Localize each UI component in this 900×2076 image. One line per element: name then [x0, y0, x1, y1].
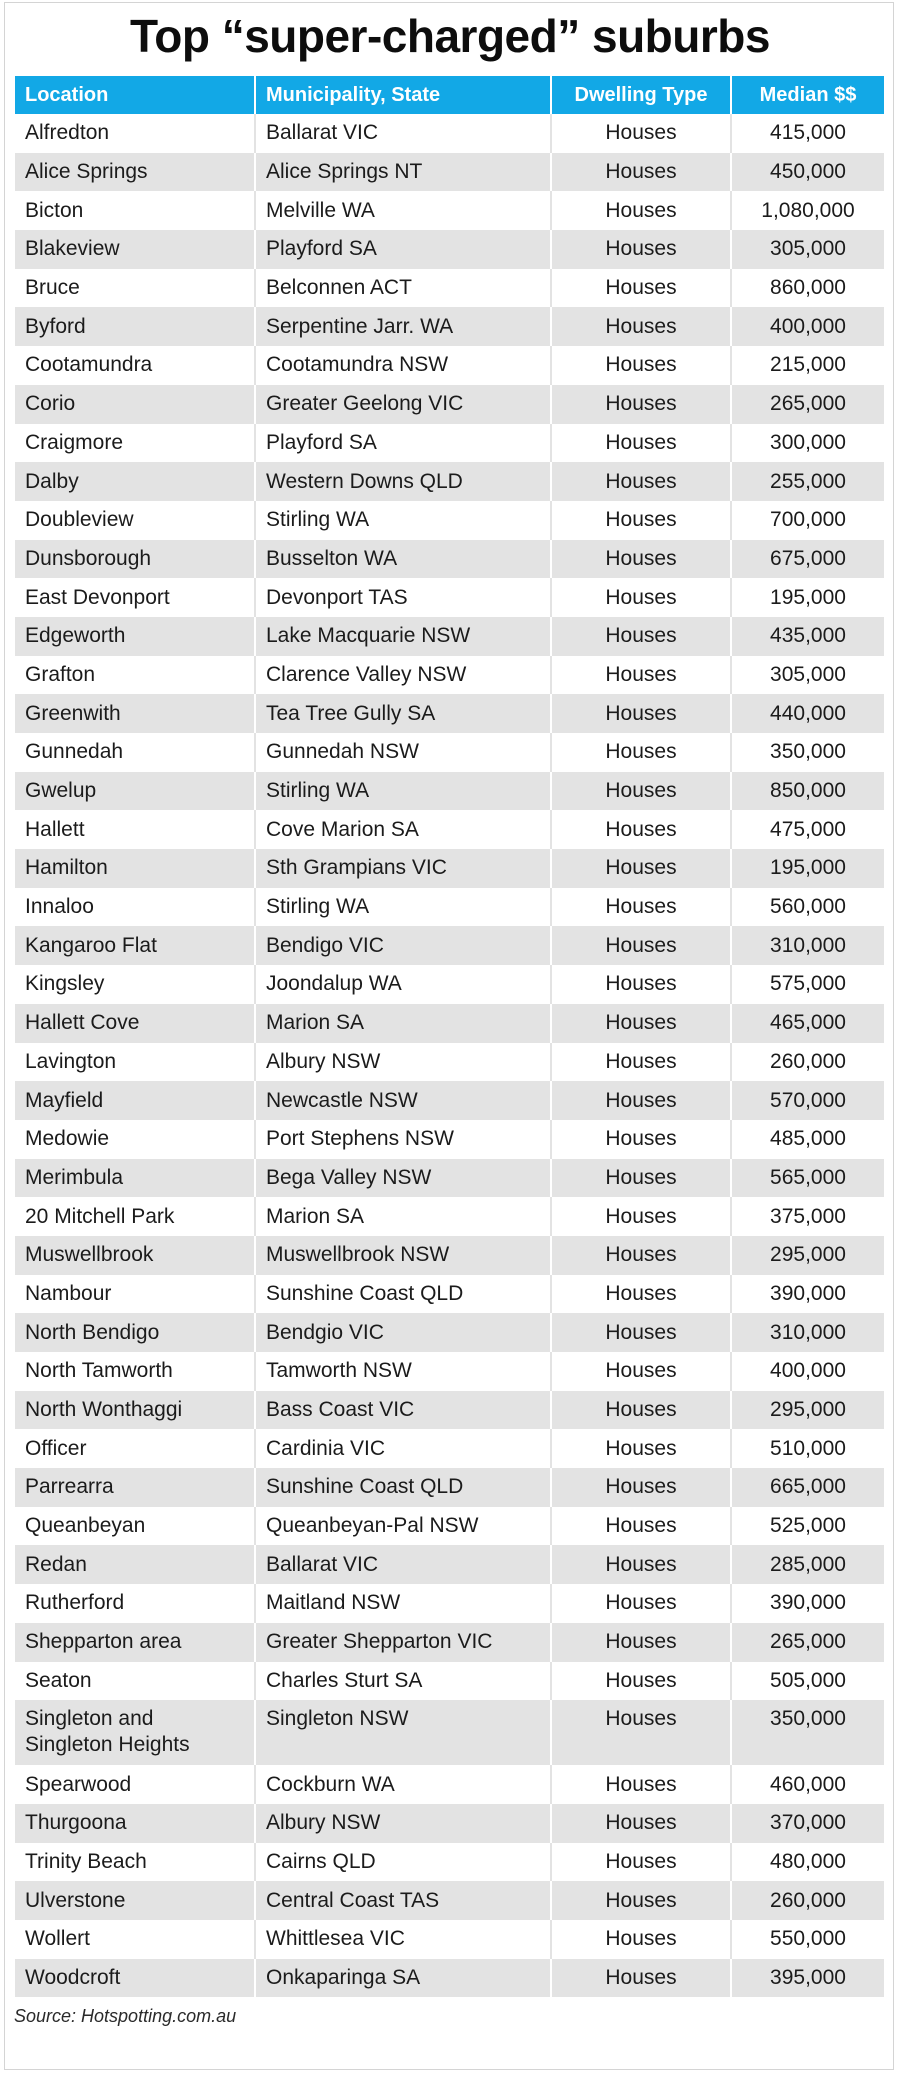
location-cell: Seaton [15, 1662, 255, 1701]
municipality-cell: Marion SA [255, 1004, 551, 1043]
location-cell: Bicton [15, 191, 255, 230]
municipality-cell: Stirling WA [255, 501, 551, 540]
municipality-cell: Playford SA [255, 230, 551, 269]
location-cell: Shepparton area [15, 1623, 255, 1662]
municipality-cell: Sunshine Coast QLD [255, 1275, 551, 1314]
table-row [15, 346, 884, 385]
location-cell: Alice Springs [15, 153, 255, 192]
median-price-cell: 395,000 [731, 1959, 884, 1998]
location-cell: Edgeworth [15, 617, 255, 656]
median-price-cell: 440,000 [731, 694, 884, 733]
median-price-cell: 265,000 [731, 385, 884, 424]
municipality-cell: Albury NSW [255, 1804, 551, 1843]
location-cell: Hallett [15, 810, 255, 849]
median-price-cell: 195,000 [731, 578, 884, 617]
median-price-cell: 390,000 [731, 1584, 884, 1623]
table-row [15, 1391, 884, 1430]
location-cell: Wollert [15, 1920, 255, 1959]
dwelling-type-cell: Houses [551, 965, 731, 1004]
table-row [15, 1545, 884, 1584]
municipality-cell: Stirling WA [255, 772, 551, 811]
table-row [15, 501, 884, 540]
median-price-cell: 305,000 [731, 230, 884, 269]
dwelling-type-cell: Houses [551, 1700, 731, 1765]
location-cell: North Tamworth [15, 1352, 255, 1391]
dwelling-type-cell: Houses [551, 114, 731, 153]
municipality-cell: Gunnedah NSW [255, 733, 551, 772]
dwelling-type-cell: Houses [551, 1159, 731, 1198]
median-price-cell: 195,000 [731, 849, 884, 888]
dwelling-type-cell: Houses [551, 1545, 731, 1584]
table-row [15, 230, 884, 269]
municipality-cell: Cove Marion SA [255, 810, 551, 849]
dwelling-type-cell: Houses [551, 424, 731, 463]
dwelling-type-cell: Houses [551, 1765, 731, 1804]
median-price-cell: 400,000 [731, 307, 884, 346]
dwelling-type-cell: Houses [551, 1429, 731, 1468]
median-price-cell: 485,000 [731, 1120, 884, 1159]
median-price-cell: 575,000 [731, 965, 884, 1004]
location-cell: Thurgoona [15, 1804, 255, 1843]
municipality-cell: Central Coast TAS [255, 1881, 551, 1920]
dwelling-type-cell: Houses [551, 1881, 731, 1920]
dwelling-type-cell: Houses [551, 501, 731, 540]
dwelling-type-cell: Houses [551, 733, 731, 772]
dwelling-type-cell: Houses [551, 1843, 731, 1882]
table-row [15, 1004, 884, 1043]
dwelling-type-cell: Houses [551, 578, 731, 617]
municipality-cell: Western Downs QLD [255, 462, 551, 501]
location-cell: Redan [15, 1545, 255, 1584]
dwelling-type-cell: Houses [551, 269, 731, 308]
median-price-cell: 560,000 [731, 888, 884, 927]
median-price-cell: 415,000 [731, 114, 884, 153]
table-row [15, 926, 884, 965]
table-row [15, 733, 884, 772]
header-row [15, 76, 884, 114]
location-cell: Parrearra [15, 1468, 255, 1507]
table-row [15, 965, 884, 1004]
table-row [15, 849, 884, 888]
municipality-cell: Alice Springs NT [255, 153, 551, 192]
median-price-cell: 370,000 [731, 1804, 884, 1843]
median-price-cell: 435,000 [731, 617, 884, 656]
dwelling-type-cell: Houses [551, 1004, 731, 1043]
table-row [15, 1584, 884, 1623]
dwelling-type-cell: Houses [551, 1197, 731, 1236]
table-row [15, 1197, 884, 1236]
municipality-cell: Cootamundra NSW [255, 346, 551, 385]
table-row [15, 114, 884, 153]
location-cell: Hamilton [15, 849, 255, 888]
table-row [15, 1662, 884, 1701]
location-cell: Dunsborough [15, 540, 255, 579]
median-price-cell: 285,000 [731, 1545, 884, 1584]
median-price-cell: 390,000 [731, 1275, 884, 1314]
table-row [15, 1765, 884, 1804]
municipality-cell: Queanbeyan-Pal NSW [255, 1507, 551, 1546]
municipality-cell: Cockburn WA [255, 1765, 551, 1804]
location-cell: Gunnedah [15, 733, 255, 772]
table-row [15, 1623, 884, 1662]
dwelling-type-cell: Houses [551, 462, 731, 501]
median-price-cell: 475,000 [731, 810, 884, 849]
dwelling-type-cell: Houses [551, 1662, 731, 1701]
median-price-cell: 850,000 [731, 772, 884, 811]
median-price-cell: 350,000 [731, 733, 884, 772]
median-price-cell: 310,000 [731, 926, 884, 965]
location-cell: Rutherford [15, 1584, 255, 1623]
dwelling-type-cell: Houses [551, 1236, 731, 1275]
table-row [15, 578, 884, 617]
municipality-cell: Marion SA [255, 1197, 551, 1236]
median-price-cell: 295,000 [731, 1236, 884, 1275]
table-row [15, 1920, 884, 1959]
municipality-cell: Devonport TAS [255, 578, 551, 617]
municipality-cell: Sunshine Coast QLD [255, 1468, 551, 1507]
median-price-cell: 675,000 [731, 540, 884, 579]
table-row [15, 1700, 884, 1765]
municipality-cell: Belconnen ACT [255, 269, 551, 308]
table-row [15, 772, 884, 811]
median-price-cell: 215,000 [731, 346, 884, 385]
table-row [15, 424, 884, 463]
table-row [15, 191, 884, 230]
municipality-cell: Tea Tree Gully SA [255, 694, 551, 733]
table-header [15, 76, 884, 114]
location-cell: North Wonthaggi [15, 1391, 255, 1430]
table-row [15, 153, 884, 192]
table-row [15, 1043, 884, 1082]
municipality-cell: Bendigo VIC [255, 926, 551, 965]
dwelling-type-cell: Houses [551, 926, 731, 965]
median-price-cell: 700,000 [731, 501, 884, 540]
municipality-cell: Onkaparinga SA [255, 1959, 551, 1998]
median-price-cell: 550,000 [731, 1920, 884, 1959]
table-body [15, 114, 884, 1997]
municipality-cell: Port Stephens NSW [255, 1120, 551, 1159]
table-row [15, 540, 884, 579]
location-cell: Spearwood [15, 1765, 255, 1804]
dwelling-type-cell: Houses [551, 1804, 731, 1843]
table-row [15, 1081, 884, 1120]
dwelling-type-cell: Houses [551, 1313, 731, 1352]
municipality-cell: Tamworth NSW [255, 1352, 551, 1391]
dwelling-type-cell: Houses [551, 694, 731, 733]
municipality-cell: Bega Valley NSW [255, 1159, 551, 1198]
municipality-cell: Busselton WA [255, 540, 551, 579]
median-price-cell: 375,000 [731, 1197, 884, 1236]
median-price-cell: 295,000 [731, 1391, 884, 1430]
table-row [15, 656, 884, 695]
dwelling-type-cell: Houses [551, 810, 731, 849]
median-price-cell: 305,000 [731, 656, 884, 695]
median-price-cell: 350,000 [731, 1700, 884, 1765]
municipality-cell: Clarence Valley NSW [255, 656, 551, 695]
median-price-cell: 450,000 [731, 153, 884, 192]
table-row [15, 694, 884, 733]
location-cell: Kingsley [15, 965, 255, 1004]
median-price-cell: 260,000 [731, 1043, 884, 1082]
location-cell: East Devonport [15, 578, 255, 617]
municipality-cell: Melville WA [255, 191, 551, 230]
location-cell: Lavington [15, 1043, 255, 1082]
municipality-cell: Sth Grampians VIC [255, 849, 551, 888]
median-price-cell: 310,000 [731, 1313, 884, 1352]
table-row [15, 1313, 884, 1352]
dwelling-type-cell: Houses [551, 1959, 731, 1998]
page-title: Top “super-charged” suburbs [130, 10, 770, 62]
location-cell: Kangaroo Flat [15, 926, 255, 965]
location-cell: Muswellbrook [15, 1236, 255, 1275]
median-price-cell: 400,000 [731, 1352, 884, 1391]
location-cell: 20 Mitchell Park [15, 1197, 255, 1236]
median-price-cell: 465,000 [731, 1004, 884, 1043]
municipality-cell: Bendgio VIC [255, 1313, 551, 1352]
dwelling-type-cell: Houses [551, 1120, 731, 1159]
location-cell: North Bendigo [15, 1313, 255, 1352]
location-cell: Doubleview [15, 501, 255, 540]
municipality-cell: Bass Coast VIC [255, 1391, 551, 1430]
median-price-cell: 265,000 [731, 1623, 884, 1662]
municipality-cell: Charles Sturt SA [255, 1662, 551, 1701]
median-price-cell: 565,000 [731, 1159, 884, 1198]
location-cell: Queanbeyan [15, 1507, 255, 1546]
municipality-cell: Ballarat VIC [255, 1545, 551, 1584]
dwelling-type-cell: Houses [551, 1391, 731, 1430]
header-location: Location [15, 76, 255, 114]
location-cell: Mayfield [15, 1081, 255, 1120]
location-cell: Innaloo [15, 888, 255, 927]
median-price-cell: 255,000 [731, 462, 884, 501]
table-row [15, 1804, 884, 1843]
location-cell: Cootamundra [15, 346, 255, 385]
location-cell: Gwelup [15, 772, 255, 811]
median-price-cell: 665,000 [731, 1468, 884, 1507]
suburbs-table [15, 76, 884, 1997]
table-row [15, 1159, 884, 1198]
municipality-cell: Cardinia VIC [255, 1429, 551, 1468]
median-price-cell: 570,000 [731, 1081, 884, 1120]
table-row [15, 1236, 884, 1275]
dwelling-type-cell: Houses [551, 230, 731, 269]
location-cell: Trinity Beach [15, 1843, 255, 1882]
municipality-cell: Singleton NSW [255, 1700, 551, 1765]
municipality-cell: Joondalup WA [255, 965, 551, 1004]
header-municipality-state: Municipality, State [255, 76, 551, 114]
location-cell: Officer [15, 1429, 255, 1468]
source-credit: Source: Hotspotting.com.au [14, 2006, 237, 2026]
location-cell: Woodcroft [15, 1959, 255, 1998]
location-cell: Dalby [15, 462, 255, 501]
location-cell: Greenwith [15, 694, 255, 733]
median-price-cell: 1,080,000 [731, 191, 884, 230]
dwelling-type-cell: Houses [551, 617, 731, 656]
table-row [15, 1120, 884, 1159]
location-cell: Bruce [15, 269, 255, 308]
municipality-cell: Greater Geelong VIC [255, 385, 551, 424]
dwelling-type-cell: Houses [551, 888, 731, 927]
location-cell: Corio [15, 385, 255, 424]
dwelling-type-cell: Houses [551, 1584, 731, 1623]
municipality-cell: Cairns QLD [255, 1843, 551, 1882]
dwelling-type-cell: Houses [551, 540, 731, 579]
municipality-cell: Serpentine Jarr. WA [255, 307, 551, 346]
median-price-cell: 460,000 [731, 1765, 884, 1804]
table-row [15, 462, 884, 501]
table-row [15, 1881, 884, 1920]
dwelling-type-cell: Houses [551, 385, 731, 424]
median-price-cell: 525,000 [731, 1507, 884, 1546]
municipality-cell: Newcastle NSW [255, 1081, 551, 1120]
dwelling-type-cell: Houses [551, 849, 731, 888]
location-cell: Grafton [15, 656, 255, 695]
location-cell: Craigmore [15, 424, 255, 463]
municipality-cell: Maitland NSW [255, 1584, 551, 1623]
table-row [15, 1352, 884, 1391]
municipality-cell: Muswellbrook NSW [255, 1236, 551, 1275]
municipality-cell: Playford SA [255, 424, 551, 463]
dwelling-type-cell: Houses [551, 1623, 731, 1662]
location-cell: Byford [15, 307, 255, 346]
median-price-cell: 505,000 [731, 1662, 884, 1701]
municipality-cell: Whittlesea VIC [255, 1920, 551, 1959]
location-cell: Alfredton [15, 114, 255, 153]
municipality-cell: Greater Shepparton VIC [255, 1623, 551, 1662]
table-row [15, 269, 884, 308]
header-median-price: Median $$ [731, 76, 884, 114]
dwelling-type-cell: Houses [551, 307, 731, 346]
header-dwelling-type: Dwelling Type [551, 76, 731, 114]
dwelling-type-cell: Houses [551, 1920, 731, 1959]
median-price-cell: 300,000 [731, 424, 884, 463]
table-row [15, 1468, 884, 1507]
table-row [15, 1275, 884, 1314]
municipality-cell: Albury NSW [255, 1043, 551, 1082]
table-row [15, 1959, 884, 1998]
table-row [15, 888, 884, 927]
table-row [15, 1429, 884, 1468]
dwelling-type-cell: Houses [551, 1507, 731, 1546]
dwelling-type-cell: Houses [551, 1081, 731, 1120]
dwelling-type-cell: Houses [551, 772, 731, 811]
municipality-cell: Ballarat VIC [255, 114, 551, 153]
table-row [15, 1843, 884, 1882]
median-price-cell: 260,000 [731, 1881, 884, 1920]
location-cell: Singleton and Singleton Heights [15, 1700, 255, 1765]
dwelling-type-cell: Houses [551, 346, 731, 385]
table-row [15, 1507, 884, 1546]
location-cell: Medowie [15, 1120, 255, 1159]
dwelling-type-cell: Houses [551, 1352, 731, 1391]
dwelling-type-cell: Houses [551, 1275, 731, 1314]
location-cell: Nambour [15, 1275, 255, 1314]
dwelling-type-cell: Houses [551, 656, 731, 695]
dwelling-type-cell: Houses [551, 153, 731, 192]
dwelling-type-cell: Houses [551, 1043, 731, 1082]
median-price-cell: 510,000 [731, 1429, 884, 1468]
dwelling-type-cell: Houses [551, 1468, 731, 1507]
table-row [15, 385, 884, 424]
location-cell: Hallett Cove [15, 1004, 255, 1043]
table-row [15, 307, 884, 346]
location-cell: Ulverstone [15, 1881, 255, 1920]
median-price-cell: 860,000 [731, 269, 884, 308]
table-row [15, 810, 884, 849]
municipality-cell: Lake Macquarie NSW [255, 617, 551, 656]
location-cell: Merimbula [15, 1159, 255, 1198]
dwelling-type-cell: Houses [551, 191, 731, 230]
median-price-cell: 480,000 [731, 1843, 884, 1882]
municipality-cell: Stirling WA [255, 888, 551, 927]
table-row [15, 617, 884, 656]
location-cell: Blakeview [15, 230, 255, 269]
